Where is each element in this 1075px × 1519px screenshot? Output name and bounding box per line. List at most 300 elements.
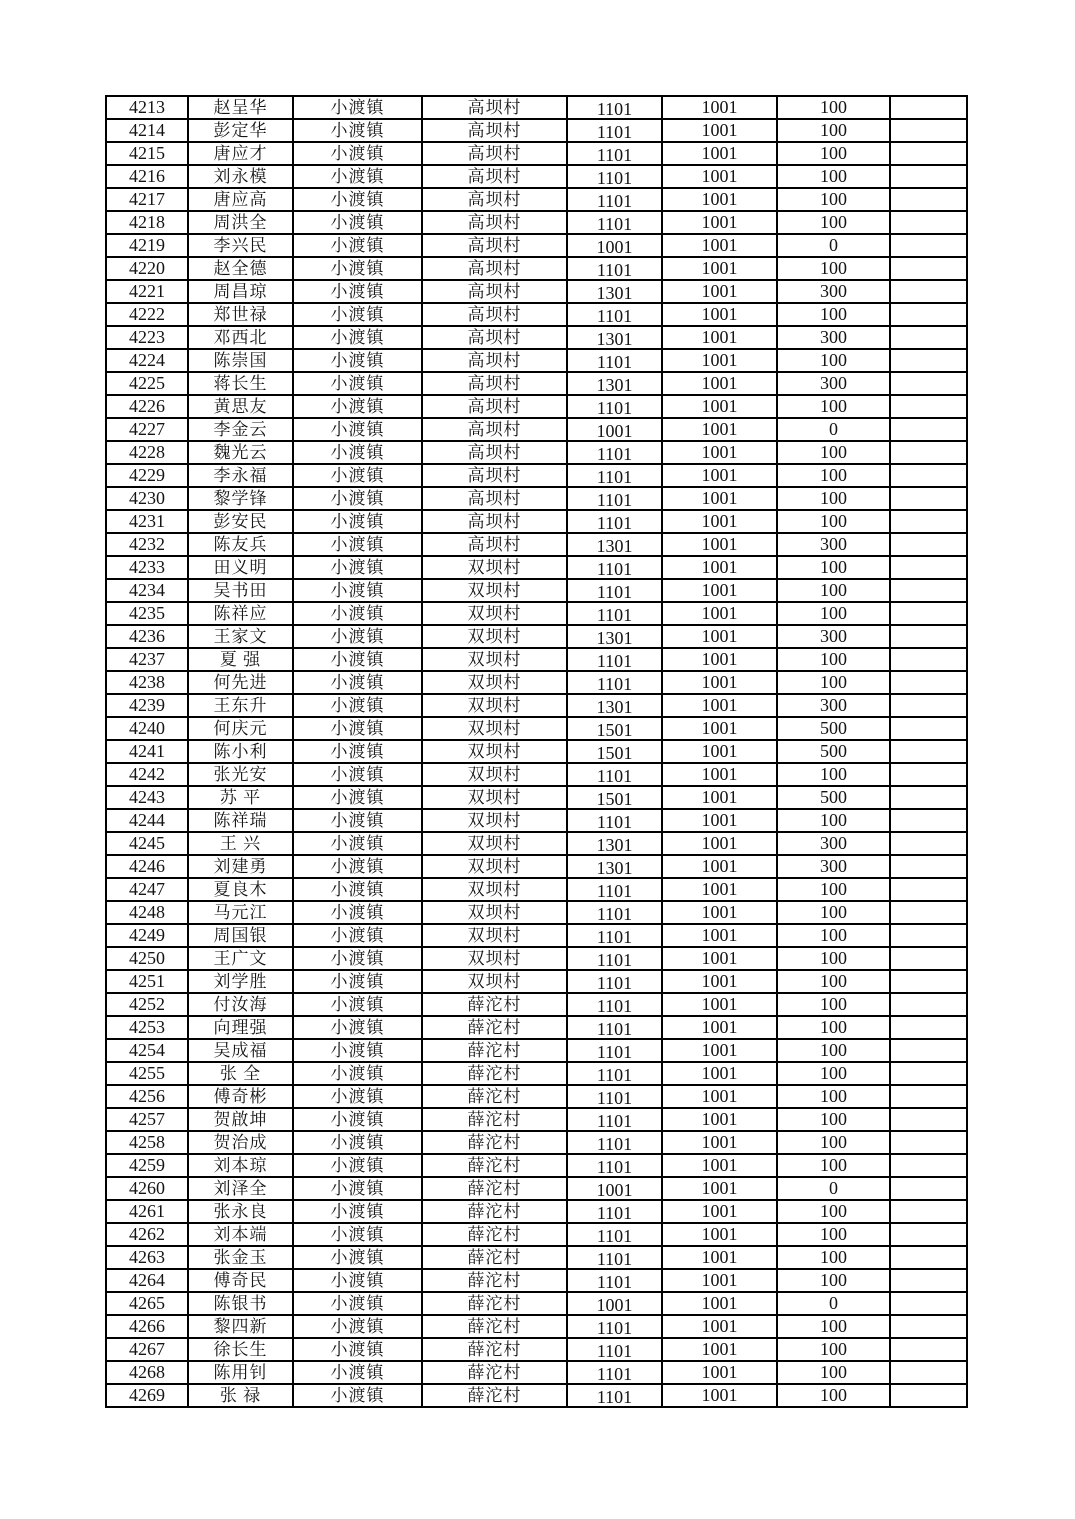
cell-amount-1: 1101 [567, 1062, 662, 1085]
cell-village: 薛沱村 [422, 1315, 567, 1338]
cell-village: 双坝村 [422, 809, 567, 832]
cell-name: 周国银 [188, 924, 293, 947]
cell-name: 张金玉 [188, 1246, 293, 1269]
cell-name: 蒋长生 [188, 372, 293, 395]
cell-town: 小渡镇 [293, 809, 422, 832]
cell-name: 李兴民 [188, 234, 293, 257]
cell-name: 陈用钊 [188, 1361, 293, 1384]
cell-town: 小渡镇 [293, 1384, 422, 1407]
cell-blank [890, 1338, 967, 1361]
cell-village: 薛沱村 [422, 1384, 567, 1407]
table-row [106, 395, 967, 418]
cell-id: 4219 [106, 234, 188, 257]
cell-name: 王家文 [188, 625, 293, 648]
cell-town: 小渡镇 [293, 303, 422, 326]
cell-amount-3: 100 [777, 901, 890, 924]
table-row [106, 717, 967, 740]
cell-amount-3: 100 [777, 1039, 890, 1062]
cell-amount-2: 1001 [662, 1108, 777, 1131]
cell-amount-2: 1001 [662, 1361, 777, 1384]
cell-village: 高坝村 [422, 142, 567, 165]
cell-name: 刘本琼 [188, 1154, 293, 1177]
cell-id: 4263 [106, 1246, 188, 1269]
cell-name: 陈友兵 [188, 533, 293, 556]
cell-town: 小渡镇 [293, 1154, 422, 1177]
cell-name: 黎四新 [188, 1315, 293, 1338]
cell-amount-1: 1101 [567, 165, 662, 188]
cell-id: 4241 [106, 740, 188, 763]
cell-amount-1: 1101 [567, 763, 662, 786]
cell-blank [890, 1062, 967, 1085]
cell-amount-2: 1001 [662, 326, 777, 349]
cell-village: 双坝村 [422, 924, 567, 947]
cell-village: 高坝村 [422, 188, 567, 211]
cell-blank [890, 924, 967, 947]
cell-name: 付汝海 [188, 993, 293, 1016]
cell-name: 夏良木 [188, 878, 293, 901]
cell-amount-2: 1001 [662, 855, 777, 878]
cell-amount-2: 1001 [662, 165, 777, 188]
cell-amount-2: 1001 [662, 1177, 777, 1200]
cell-id: 4266 [106, 1315, 188, 1338]
table-row [106, 188, 967, 211]
table-row [106, 947, 967, 970]
cell-amount-1: 1101 [567, 510, 662, 533]
cell-amount-1: 1101 [567, 119, 662, 142]
cell-amount-2: 1001 [662, 487, 777, 510]
cell-amount-2: 1001 [662, 763, 777, 786]
cell-blank [890, 786, 967, 809]
cell-town: 小渡镇 [293, 648, 422, 671]
cell-id: 4245 [106, 832, 188, 855]
cell-amount-1: 1001 [567, 1292, 662, 1315]
cell-amount-1: 1101 [567, 878, 662, 901]
cell-id: 4250 [106, 947, 188, 970]
cell-village: 高坝村 [422, 326, 567, 349]
cell-name: 傅奇民 [188, 1269, 293, 1292]
cell-name: 何庆元 [188, 717, 293, 740]
cell-amount-3: 100 [777, 809, 890, 832]
table-row [106, 786, 967, 809]
cell-name: 赵全德 [188, 257, 293, 280]
cell-blank [890, 119, 967, 142]
cell-amount-2: 1001 [662, 602, 777, 625]
cell-amount-3: 500 [777, 740, 890, 763]
cell-amount-2: 1001 [662, 418, 777, 441]
cell-amount-1: 1101 [567, 349, 662, 372]
cell-village: 双坝村 [422, 671, 567, 694]
cell-amount-3: 100 [777, 648, 890, 671]
cell-blank [890, 142, 967, 165]
cell-name: 赵呈华 [188, 96, 293, 119]
cell-town: 小渡镇 [293, 1200, 422, 1223]
table-row [106, 487, 967, 510]
cell-amount-2: 1001 [662, 1062, 777, 1085]
table-row [106, 878, 967, 901]
cell-village: 薛沱村 [422, 1062, 567, 1085]
cell-amount-2: 1001 [662, 142, 777, 165]
table-row [106, 832, 967, 855]
cell-name: 陈祥瑞 [188, 809, 293, 832]
cell-amount-2: 1001 [662, 1200, 777, 1223]
cell-name: 黄思友 [188, 395, 293, 418]
cell-blank [890, 855, 967, 878]
cell-blank [890, 349, 967, 372]
cell-town: 小渡镇 [293, 1131, 422, 1154]
table-row [106, 441, 967, 464]
cell-amount-2: 1001 [662, 878, 777, 901]
table-row [106, 1039, 967, 1062]
cell-town: 小渡镇 [293, 901, 422, 924]
cell-amount-2: 1001 [662, 717, 777, 740]
cell-village: 高坝村 [422, 464, 567, 487]
cell-village: 高坝村 [422, 533, 567, 556]
cell-town: 小渡镇 [293, 556, 422, 579]
cell-town: 小渡镇 [293, 119, 422, 142]
cell-amount-2: 1001 [662, 395, 777, 418]
cell-town: 小渡镇 [293, 602, 422, 625]
cell-id: 4239 [106, 694, 188, 717]
cell-amount-1: 1101 [567, 1154, 662, 1177]
table-row [106, 303, 967, 326]
cell-amount-1: 1101 [567, 602, 662, 625]
cell-id: 4247 [106, 878, 188, 901]
cell-amount-2: 1001 [662, 1292, 777, 1315]
cell-name: 陈银书 [188, 1292, 293, 1315]
cell-amount-3: 300 [777, 326, 890, 349]
cell-blank [890, 556, 967, 579]
cell-id: 4267 [106, 1338, 188, 1361]
table-row [106, 142, 967, 165]
cell-village: 高坝村 [422, 303, 567, 326]
cell-town: 小渡镇 [293, 211, 422, 234]
table-row [106, 763, 967, 786]
cell-name: 李永福 [188, 464, 293, 487]
cell-village: 双坝村 [422, 786, 567, 809]
cell-amount-3: 300 [777, 372, 890, 395]
cell-name: 李金云 [188, 418, 293, 441]
cell-town: 小渡镇 [293, 878, 422, 901]
cell-village: 双坝村 [422, 878, 567, 901]
cell-amount-3: 100 [777, 993, 890, 1016]
cell-town: 小渡镇 [293, 1039, 422, 1062]
table-row [106, 993, 967, 1016]
cell-amount-3: 100 [777, 763, 890, 786]
cell-village: 双坝村 [422, 970, 567, 993]
cell-amount-3: 300 [777, 533, 890, 556]
cell-id: 4253 [106, 1016, 188, 1039]
cell-amount-2: 1001 [662, 1269, 777, 1292]
cell-amount-2: 1001 [662, 1384, 777, 1407]
cell-id: 4246 [106, 855, 188, 878]
cell-amount-3: 100 [777, 1315, 890, 1338]
cell-blank [890, 717, 967, 740]
cell-id: 4258 [106, 1131, 188, 1154]
cell-id: 4244 [106, 809, 188, 832]
cell-amount-1: 1101 [567, 1315, 662, 1338]
cell-town: 小渡镇 [293, 234, 422, 257]
cell-amount-3: 300 [777, 625, 890, 648]
cell-amount-2: 1001 [662, 740, 777, 763]
cell-id: 4231 [106, 510, 188, 533]
cell-blank [890, 441, 967, 464]
cell-blank [890, 96, 967, 119]
cell-amount-1: 1301 [567, 280, 662, 303]
cell-village: 双坝村 [422, 556, 567, 579]
cell-village: 薛沱村 [422, 1292, 567, 1315]
cell-amount-1: 1101 [567, 464, 662, 487]
table-row [106, 1361, 967, 1384]
table-row [106, 1223, 967, 1246]
cell-blank [890, 763, 967, 786]
cell-amount-1: 1101 [567, 1223, 662, 1246]
cell-name: 贺啟坤 [188, 1108, 293, 1131]
cell-id: 4232 [106, 533, 188, 556]
cell-id: 4249 [106, 924, 188, 947]
cell-amount-1: 1101 [567, 1200, 662, 1223]
cell-amount-2: 1001 [662, 947, 777, 970]
cell-blank [890, 1384, 967, 1407]
cell-village: 高坝村 [422, 257, 567, 280]
cell-amount-2: 1001 [662, 1246, 777, 1269]
cell-id: 4229 [106, 464, 188, 487]
cell-blank [890, 395, 967, 418]
cell-amount-3: 100 [777, 924, 890, 947]
cell-amount-2: 1001 [662, 441, 777, 464]
table-row [106, 556, 967, 579]
cell-amount-2: 1001 [662, 786, 777, 809]
cell-village: 双坝村 [422, 855, 567, 878]
table-row [106, 1131, 967, 1154]
cell-amount-2: 1001 [662, 533, 777, 556]
cell-id: 4225 [106, 372, 188, 395]
table-body [106, 96, 967, 1407]
cell-amount-1: 1101 [567, 648, 662, 671]
cell-amount-2: 1001 [662, 211, 777, 234]
cell-amount-2: 1001 [662, 1154, 777, 1177]
cell-village: 高坝村 [422, 349, 567, 372]
cell-name: 黎学锋 [188, 487, 293, 510]
cell-town: 小渡镇 [293, 832, 422, 855]
cell-amount-1: 1101 [567, 993, 662, 1016]
cell-amount-3: 0 [777, 418, 890, 441]
cell-village: 高坝村 [422, 395, 567, 418]
cell-town: 小渡镇 [293, 1062, 422, 1085]
cell-id: 4234 [106, 579, 188, 602]
cell-id: 4259 [106, 1154, 188, 1177]
cell-blank [890, 1131, 967, 1154]
cell-id: 4240 [106, 717, 188, 740]
cell-id: 4236 [106, 625, 188, 648]
cell-village: 高坝村 [422, 487, 567, 510]
cell-town: 小渡镇 [293, 464, 422, 487]
cell-amount-2: 1001 [662, 234, 777, 257]
cell-name: 刘本端 [188, 1223, 293, 1246]
cell-amount-3: 100 [777, 1223, 890, 1246]
cell-amount-1: 1101 [567, 142, 662, 165]
cell-amount-1: 1301 [567, 832, 662, 855]
cell-town: 小渡镇 [293, 671, 422, 694]
cell-village: 高坝村 [422, 510, 567, 533]
cell-blank [890, 970, 967, 993]
cell-amount-1: 1101 [567, 1384, 662, 1407]
cell-amount-3: 100 [777, 602, 890, 625]
cell-blank [890, 418, 967, 441]
cell-id: 4214 [106, 119, 188, 142]
cell-blank [890, 947, 967, 970]
cell-amount-3: 100 [777, 1131, 890, 1154]
cell-name: 周洪全 [188, 211, 293, 234]
cell-village: 薛沱村 [422, 1177, 567, 1200]
cell-id: 4222 [106, 303, 188, 326]
cell-name: 邓西北 [188, 326, 293, 349]
cell-name: 王广文 [188, 947, 293, 970]
cell-village: 双坝村 [422, 717, 567, 740]
cell-amount-2: 1001 [662, 1131, 777, 1154]
cell-amount-3: 100 [777, 211, 890, 234]
table-row [106, 924, 967, 947]
cell-amount-3: 100 [777, 1085, 890, 1108]
table-row [106, 1292, 967, 1315]
cell-amount-1: 1101 [567, 1131, 662, 1154]
cell-town: 小渡镇 [293, 326, 422, 349]
cell-amount-3: 100 [777, 188, 890, 211]
cell-blank [890, 234, 967, 257]
cell-amount-1: 1101 [567, 395, 662, 418]
cell-name: 张 全 [188, 1062, 293, 1085]
cell-name: 张永良 [188, 1200, 293, 1223]
cell-town: 小渡镇 [293, 441, 422, 464]
cell-name: 徐长生 [188, 1338, 293, 1361]
cell-blank [890, 993, 967, 1016]
cell-name: 刘泽全 [188, 1177, 293, 1200]
cell-village: 薛沱村 [422, 1131, 567, 1154]
cell-amount-1: 1301 [567, 855, 662, 878]
cell-amount-2: 1001 [662, 280, 777, 303]
cell-blank [890, 188, 967, 211]
table-row [106, 1269, 967, 1292]
cell-amount-2: 1001 [662, 1223, 777, 1246]
cell-name: 郑世禄 [188, 303, 293, 326]
cell-amount-3: 100 [777, 487, 890, 510]
cell-id: 4256 [106, 1085, 188, 1108]
table-row [106, 901, 967, 924]
cell-amount-2: 1001 [662, 970, 777, 993]
cell-town: 小渡镇 [293, 1177, 422, 1200]
cell-amount-1: 1101 [567, 671, 662, 694]
cell-name: 魏光云 [188, 441, 293, 464]
cell-name: 彭定华 [188, 119, 293, 142]
cell-amount-1: 1101 [567, 211, 662, 234]
cell-blank [890, 211, 967, 234]
cell-town: 小渡镇 [293, 533, 422, 556]
cell-village: 双坝村 [422, 740, 567, 763]
cell-id: 4252 [106, 993, 188, 1016]
cell-town: 小渡镇 [293, 947, 422, 970]
cell-amount-2: 1001 [662, 1039, 777, 1062]
cell-village: 双坝村 [422, 901, 567, 924]
table-row [106, 1108, 967, 1131]
cell-id: 4233 [106, 556, 188, 579]
cell-blank [890, 1200, 967, 1223]
cell-amount-2: 1001 [662, 901, 777, 924]
cell-blank [890, 1016, 967, 1039]
cell-amount-1: 1301 [567, 694, 662, 717]
cell-amount-2: 1001 [662, 188, 777, 211]
cell-amount-3: 100 [777, 1269, 890, 1292]
cell-amount-2: 1001 [662, 556, 777, 579]
cell-amount-3: 0 [777, 1177, 890, 1200]
cell-blank [890, 1361, 967, 1384]
cell-blank [890, 1246, 967, 1269]
table-row [106, 1200, 967, 1223]
cell-amount-1: 1301 [567, 372, 662, 395]
table-row [106, 1085, 967, 1108]
cell-village: 高坝村 [422, 119, 567, 142]
cell-town: 小渡镇 [293, 349, 422, 372]
table-row [106, 280, 967, 303]
cell-id: 4221 [106, 280, 188, 303]
cell-name: 苏 平 [188, 786, 293, 809]
cell-village: 双坝村 [422, 625, 567, 648]
table-row [106, 648, 967, 671]
cell-blank [890, 740, 967, 763]
cell-town: 小渡镇 [293, 142, 422, 165]
cell-amount-1: 1101 [567, 257, 662, 280]
cell-town: 小渡镇 [293, 165, 422, 188]
cell-amount-1: 1101 [567, 901, 662, 924]
table-row [106, 1246, 967, 1269]
cell-blank [890, 1223, 967, 1246]
cell-blank [890, 648, 967, 671]
roster-table [105, 95, 968, 1408]
cell-amount-3: 100 [777, 1062, 890, 1085]
table-row [106, 1384, 967, 1407]
table-row [106, 257, 967, 280]
cell-town: 小渡镇 [293, 418, 422, 441]
cell-blank [890, 510, 967, 533]
cell-amount-1: 1101 [567, 1361, 662, 1384]
table-row [106, 234, 967, 257]
cell-amount-1: 1101 [567, 1338, 662, 1361]
cell-amount-2: 1001 [662, 625, 777, 648]
cell-blank [890, 602, 967, 625]
cell-town: 小渡镇 [293, 280, 422, 303]
cell-town: 小渡镇 [293, 188, 422, 211]
cell-id: 4223 [106, 326, 188, 349]
cell-amount-1: 1101 [567, 1016, 662, 1039]
table-row [106, 464, 967, 487]
table-row [106, 372, 967, 395]
cell-amount-3: 500 [777, 717, 890, 740]
cell-blank [890, 901, 967, 924]
cell-name: 张 禄 [188, 1384, 293, 1407]
cell-town: 小渡镇 [293, 395, 422, 418]
cell-amount-1: 1101 [567, 441, 662, 464]
cell-amount-1: 1001 [567, 418, 662, 441]
cell-id: 4228 [106, 441, 188, 464]
cell-town: 小渡镇 [293, 717, 422, 740]
cell-blank [890, 464, 967, 487]
cell-town: 小渡镇 [293, 855, 422, 878]
cell-name: 陈小利 [188, 740, 293, 763]
cell-amount-2: 1001 [662, 349, 777, 372]
cell-blank [890, 1177, 967, 1200]
cell-id: 4243 [106, 786, 188, 809]
cell-village: 薛沱村 [422, 1361, 567, 1384]
table-row [106, 96, 967, 119]
cell-amount-1: 1101 [567, 970, 662, 993]
